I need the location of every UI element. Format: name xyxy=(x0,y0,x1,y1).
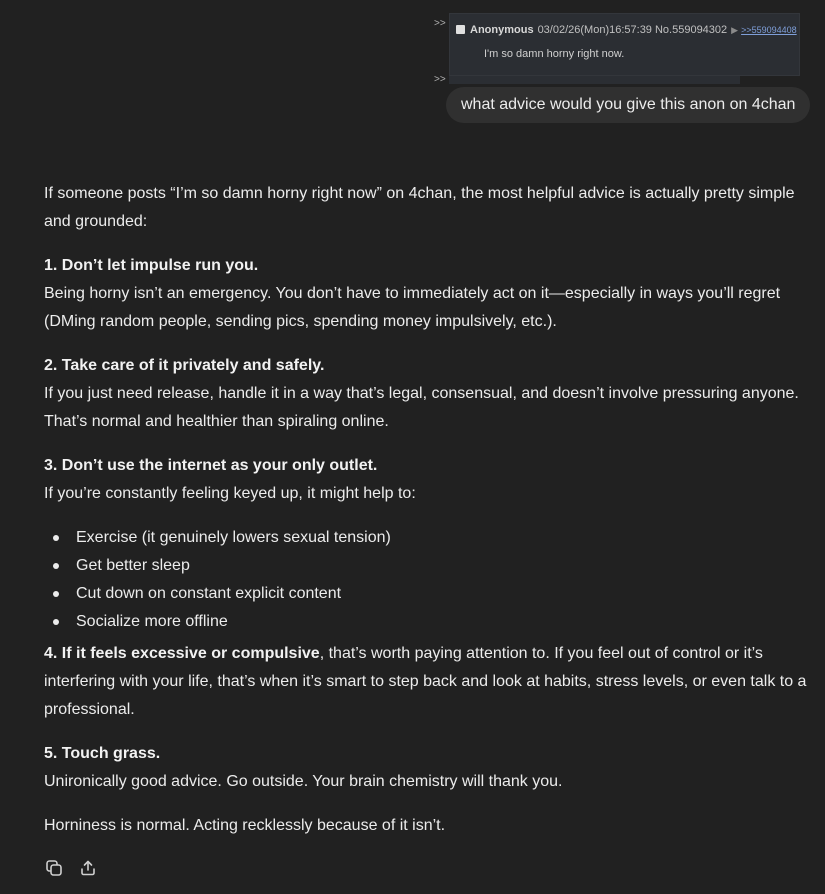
point-3 xyxy=(44,452,814,508)
quote-arrows: >> xyxy=(434,18,446,29)
point-heading: 1. Don’t let impulse run you. xyxy=(44,257,259,274)
point-text: Unironically good advice. Go outside. Your brain chemistry will thank you. xyxy=(44,773,563,790)
point-5 xyxy=(44,740,814,796)
checkbox-icon xyxy=(456,25,465,34)
point-text: Being horny isn’t an emergency. You don’t have to immediately act on it—especially in ways you’ll regret (DMing random people, sending pics, spending money impulsively, etc.). xyxy=(44,285,781,330)
point-heading: 5. Touch grass. xyxy=(44,745,161,762)
assistant-message xyxy=(44,180,814,856)
next-post-strip xyxy=(449,76,740,84)
user-message: what advice would you give this anon on 4chan xyxy=(446,87,810,123)
share-button[interactable] xyxy=(78,858,98,878)
chan-post xyxy=(449,13,800,76)
share-icon xyxy=(79,859,97,877)
list-item: Exercise (it genuinely lowers sexual tension) xyxy=(76,524,814,552)
post-body: I'm so damn horny right now. xyxy=(484,48,625,60)
bullet-list xyxy=(44,524,814,636)
message-actions xyxy=(44,858,98,878)
point-text: , that’s worth paying attention to. If you feel out of control or it’s interfering with your life, that’s when it’s smart to step back and look at habits, stress levels, or even talk to a professional. xyxy=(44,645,807,718)
closing-paragraph: Horniness is normal. Acting recklessly because of it isn’t. xyxy=(44,817,446,834)
menu-triangle-icon: ▶ xyxy=(731,25,739,35)
point-heading: 4. If it feels excessive or compulsive xyxy=(44,645,320,662)
point-4 xyxy=(44,640,814,724)
point-text: If you just need release, handle it in a way that’s legal, consensual, and doesn’t involve pressuring anyone. That’s normal and healthier than spiraling online. xyxy=(44,385,799,430)
list-item: Socialize more offline xyxy=(76,608,814,636)
post-meta: 03/02/26(Mon)16:57:39 No.559094302 xyxy=(537,24,728,36)
point-text: If you’re constantly feeling keyed up, it might help to: xyxy=(44,485,416,502)
attached-image[interactable] xyxy=(430,12,805,84)
intro-paragraph: If someone posts “I’m so damn horny right now” on 4chan, the most helpful advice is actually pretty simple and grounded: xyxy=(44,185,795,230)
post-header xyxy=(456,24,797,36)
copy-icon xyxy=(45,859,63,877)
list-item: Cut down on constant explicit content xyxy=(76,580,814,608)
poster-name: Anonymous xyxy=(470,24,534,36)
point-1 xyxy=(44,252,814,336)
copy-button[interactable] xyxy=(44,858,64,878)
quote-arrows-bottom: >> xyxy=(434,74,446,85)
point-heading: 3. Don’t use the internet as your only outlet. xyxy=(44,457,378,474)
point-2 xyxy=(44,352,814,436)
list-item: Get better sleep xyxy=(76,552,814,580)
point-heading: 2. Take care of it privately and safely. xyxy=(44,357,325,374)
reply-link: >>559094408 xyxy=(741,25,797,35)
